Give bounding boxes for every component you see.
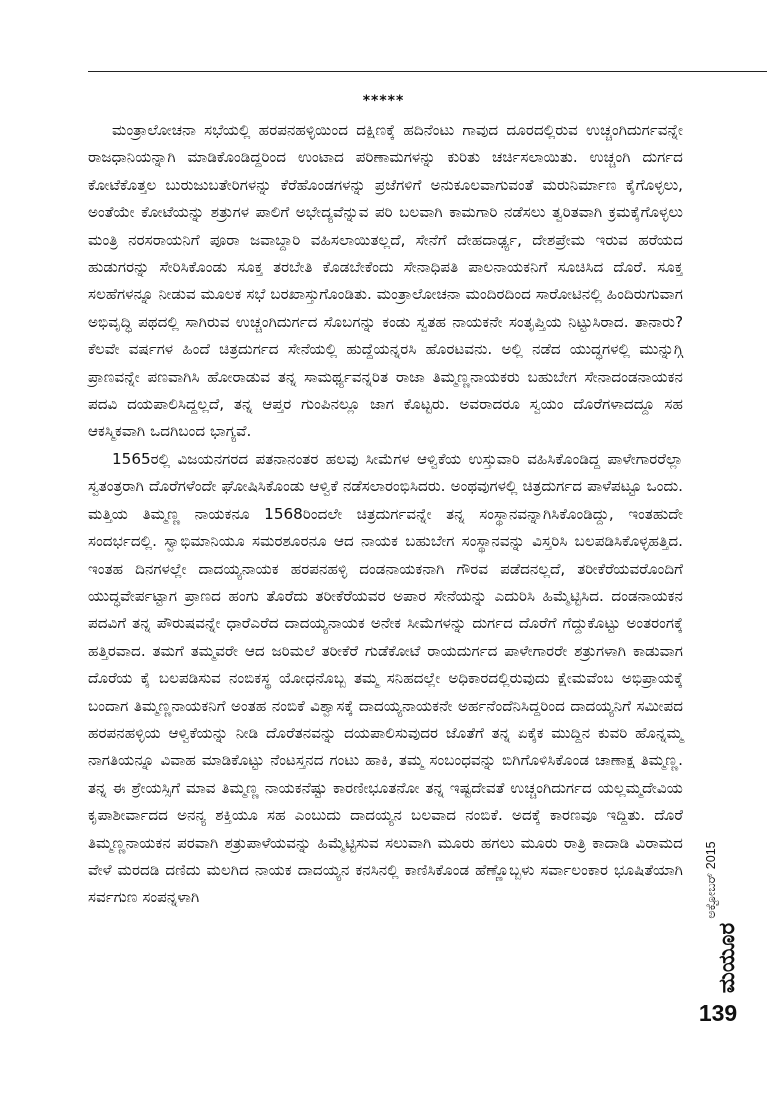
- issue-date: ಅಕ್ಟೋಬರ್ 2015: [704, 841, 718, 919]
- sidebar-svg: [701, 760, 741, 1010]
- paragraph-1: ಮಂತ್ರಾಲೋಚನಾ ಸಭೆಯಲ್ಲಿ ಹರಪನಹಳ್ಳಿಯಿಂದ ದಕ್ಷಿಣಕ್ಕೆ ಹದಿನೆಂಟು ಗಾವುದ ದೂರದಲ್ಲಿರುವ ಉಚ್ಚಂಗಿದುರ್ಗವನ್ನೇ ರಾಜಧಾನಿಯನ್ನಾಗಿ ಮಾಡಿಕೊಂಡಿದ್ದರಿಂದ ಉಂಟಾದ ಪರಿಣಾಮಗಳನ್ನು ಕುರಿತು ಚರ್ಚಿಸಲಾಯಿತು. ಉಚ್ಚಂಗಿ ದುರ್ಗದ ಕೋಟೆಕೊತ್ತಲ ಬುರುಜುಬತೇರಿಗಳನ್ನು ಕೆರೆಹೊಂಡಗಳನ್ನು ಪ್ರಜೆಗಳಿಗೆ ಅನುಕೂಲವಾಗುವಂತೆ ಮರುನಿರ್ಮಾಣ ಕೈಗೊಳ್ಳಲು, ಅಂತೆಯೇ ಕೋಟೆಯನ್ನು ಶತ್ರುಗಳ ಪಾಲಿಗೆ ಅಭೇದ್ಯವೆನ್ನುವ ಪರಿ ಬಲವಾಗಿ ಕಾಮಗಾರಿ ನಡೆಸಲು ತ್ವರಿತವಾಗಿ ಕ್ರಮಕೈಗೊಳ್ಳಲು ಮಂತ್ರಿ ನರಸರಾಯನಿಗೆ ಪೂರಾ ಜವಾಬ್ದಾರಿ ವಹಿಸಲಾಯಿತಲ್ಲದೆ, ಸೇನೆಗೆ ದೇಹದಾರ್ಢ್ಯ, ದೇಶಪ್ರೇಮ ಇರುವ ಹರೆಯದ ಹುಡುಗರನ್ನು ಸೇರಿಸಿಕೊಂಡು ಸೂಕ್ತ ತರಬೇತಿ ಕೊಡಬೇಕೆಂದು ಸೇನಾಧಿಪತಿ ಪಾಲನಾಯಕನಿಗೆ ಸೂಚಿಸಿದ ದೊರೆ. ಸೂಕ್ತ ಸಲಹೆಗಳನ್ನೂ ನೀಡುವ ಮೂಲಕ ಸಭೆ ಬರಖಾಸ್ತುಗೊಂಡಿತು. ಮಂತ್ರಾಲೋಚನಾ ಮಂದಿರದಿಂದ ಸಾರೋಟಿನಲ್ಲಿ ಹಿಂದಿರುಗುವಾಗ ಅಭಿವೃದ್ಧಿ ಪಥದಲ್ಲಿ ಸಾಗಿರುವ ಉಚ್ಚಂಗಿದುರ್ಗದ ಸೊಬಗನ್ನು ಕಂಡು ಸ್ವತಹ ನಾಯಕನೇ ಸಂತೃಪ್ತಿಯ ನಿಟ್ಟುಸಿರಾದ. ತಾನಾರು? ಕೆಲವೇ ವರ್ಷಗಳ ಹಿಂದೆ ಚಿತ್ರದುರ್ಗದ ಸೇನೆಯಲ್ಲಿ ಹುದ್ದೆಯನ್ನರಸಿ ಹೊರಟವನು. ಅಲ್ಲಿ ನಡೆದ ಯುದ್ಧಗಳಲ್ಲಿ ಮುನ್ನುಗ್ಗಿ ಪ್ರಾಣವನ್ನೇ ಪಣವಾಗಿಸಿ ಹೋರಾಡುವ ತನ್ನ ಸಾಮರ್ಥ್ಯವನ್ನರಿತ ರಾಜಾ ತಿಮ್ಮಣ್ಣನಾಯಕರು ಬಹುಬೇಗ ಸೇನಾದಂಡನಾಯಕನ ಪದವಿ ದಯಪಾಲಿಸಿದ್ದಲ್ಲದೆ, ತನ್ನ ಆಪ್ತರ ಗುಂಪಿನಲ್ಲೂ ಜಾಗ ಕೊಟ್ಟರು. ಅವರಾದರೂ ಸ್ವಯಂ ದೊರೆಗಳಾದದ್ದೂ ಸಹ ಆಕಸ್ಮಿಕವಾಗಿ ಒದಗಿಬಂದ ಭಾಗ್ಯವೆ.: [88, 121, 683, 441]
- magazine-sidebar: [701, 760, 741, 1010]
- article-body: [88, 117, 683, 912]
- section-separator: *****: [362, 93, 405, 109]
- page-number: 139: [698, 1000, 738, 1026]
- paragraph-2: 1565ರಲ್ಲಿ ವಿಜಯನಗರದ ಪತನಾನಂತರ ಹಲವು ಸೀಮೆಗಳ ಆಳ್ವಿಕೆಯ ಉಸ್ತುವಾರಿ ವಹಿಸಿಕೊಂಡಿದ್ದ ಪಾಳೇಗಾರರೆಲ್ಲಾ ಸ್ವತಂತ್ರರಾಗಿ ದೊರೆಗಳೆಂದೇ ಘೋಷಿಸಿಕೊಂಡು ಆಳ್ವಿಕೆ ನಡೆಸಲಾರಂಭಿಸಿದರು. ಅಂಥವುಗಳಲ್ಲಿ ಚಿತ್ರದುರ್ಗದ ಪಾಳೆಪಟ್ಟೂ ಒಂದು. ಮತ್ತಿಯ ತಿಮ್ಮಣ್ಣ ನಾಯಕನೂ 1568ರಿಂದಲೇ ಚಿತ್ರದುರ್ಗವನ್ನೇ ತನ್ನ ಸಂಸ್ಥಾನವನ್ನಾಗಿಸಿಕೊಂಡಿದ್ದು, ಇಂತಹುದೇ ಸಂದರ್ಭದಲ್ಲಿ. ಸ್ವಾಭಿಮಾನಿಯೂ ಸಮರಶೂರನೂ ಆದ ನಾಯಕ ಬಹುಬೇಗ ಸಂಸ್ಥಾನವನ್ನು ವಿಸ್ತರಿಸಿ ಬಲಪಡಿಸಿಕೊಳ್ಳಹತ್ತಿದ. ಇಂತಹ ದಿನಗಳಲ್ಲೇ ದಾದಯ್ಯನಾಯಕ ಹರಪನಹಳ್ಳಿ ದಂಡನಾಯಕನಾಗಿ ಗೌರವ ಪಡೆದನಲ್ಲದೆ, ತರೀಕೆರೆಯವರೊಂದಿಗೆ ಯುದ್ಧವೇರ್ಪಟ್ಟಾಗ ಪ್ರಾಣದ ಹಂಗು ತೊರೆದು ತರೀಕೆರೆಯವರ ಅಪಾರ ಸೇನೆಯನ್ನು ಎದುರಿಸಿ ಹಿಮ್ಮೆಟ್ಟಿಸಿದ. ದಂಡನಾಯಕನ ಪದವಿಗೆ ತನ್ನ ಪೌರುಷವನ್ನೇ ಧಾರೆಎರೆದ ದಾದಯ್ಯನಾಯಕ ಅನೇಕ ಸೀಮೆಗಳನ್ನು ದುರ್ಗದ ದೊರೆಗೆ ಗೆದ್ದುಕೊಟ್ಟು ಅಂತರಂಗಕ್ಕೆ ಹತ್ತಿರವಾದ. ತಮಗೆ ತಮ್ಮವರೇ ಆದ ಜರಿಮಲೆ ತರೀಕೆರೆ ಗುಡೆಕೋಟೆ ರಾಯದುರ್ಗದ ಪಾಳೇಗಾರರೇ ಶತ್ರುಗಳಾಗಿ ಕಾಡುವಾಗ ದೊರೆಯ ಕೈ ಬಲಪಡಿಸುವ ನಂಬಿಕಸ್ಥ ಯೋಧನೊಬ್ಬ ತಮ್ಮ ಸನಿಹದಲ್ಲೇ ಅಧಿಕಾರದಲ್ಲಿರುವುದು ಕ್ಷೇಮವೆಂಬ ಅಭಿಪ್ರಾಯಕ್ಕೆ ಬಂದಾಗ ತಿಮ್ಮಣ್ಣನಾಯಕನಿಗೆ ಅಂತಹ ನಂಬಿಕೆ ವಿಶ್ವಾಸಕ್ಕೆ ದಾದಯ್ಯನಾಯಕನೇ ಅರ್ಹನೆಂದೆನಿಸಿದ್ದರಿಂದ ದಾದಯ್ಯನಿಗೆ ಸಮೀಪದ ಹರಪನಹಳ್ಳಿಯ ಆಳ್ವಿಕೆಯನ್ನು ನೀಡಿ ದೊರೆತನವನ್ನು ದಯಪಾಲಿಸುವುದರ ಜೊತೆಗೆ ತನ್ನ ಏಕೈಕ ಮುದ್ದಿನ ಕುವರಿ ಹೊನ್ನಮ್ಮ ನಾಗತಿಯನ್ನೂ ವಿವಾಹ ಮಾಡಿಕೊಟ್ಟು ನೆಂಟಸ್ತನದ ಗಂಟು ಹಾಕಿ, ತಮ್ಮ ಸಂಬಂಧವನ್ನು ಬಿಗಿಗೊಳಿಸಿಕೊಂಡ ಚಾಣಾಕ್ಷ ತಿಮ್ಮಣ್ಣ. ತನ್ನ ಈ ಶ್ರೇಯಸ್ಸಿಗೆ ಮಾವ ತಿಮ್ಮಣ್ಣ ನಾಯಕನೆಷ್ಟು ಕಾರಣೀಭೂತನೋ ತನ್ನ ಇಷ್ಟದೇವತೆ ಉಚ್ಚಂಗಿದುರ್ಗದ ಯಲ್ಲಮ್ಮದೇವಿಯ ಕೃಪಾಶೀರ್ವಾದದ ಅನನ್ಯ ಶಕ್ತಿಯೂ ಸಹ ಎಂಬುದು ದಾದಯ್ಯನ ಬಲವಾದ ನಂಬಿಕೆ. ಅದಕ್ಕೆ ಕಾರಣವೂ ಇದ್ದಿತು. ದೊರೆ ತಿಮ್ಮಣ್ಣನಾಯಕನ ಪರವಾಗಿ ಶತ್ರುಪಾಳೆಯವನ್ನು ಹಿಮ್ಮೆಟ್ಟಿಸುವ ಸಲುವಾಗಿ ಮೂರು ಹಗಲು ಮೂರು ರಾತ್ರಿ ಕಾದಾಡಿ ವಿರಾಮದ ವೇಳೆ ಮರದಡಿ ದಣಿದು ಮಲಗಿದ ನಾಯಕ ದಾದಯ್ಯನ ಕನಸಿನಲ್ಲಿ ಕಾಣಿಸಿಕೊಂಡ ಹೆಣ್ಣೊಬ್ಬಳು ಸರ್ವಾಲಂಕಾರ ಭೂಷಿತೆಯಾಗಿ ಸರ್ವಗುಣ ಸಂಪನ್ನಳಾಗಿ: [88, 449, 683, 907]
- header-rule: [88, 71, 767, 72]
- magazine-logo: ಮಯೂರ: [715, 922, 740, 994]
